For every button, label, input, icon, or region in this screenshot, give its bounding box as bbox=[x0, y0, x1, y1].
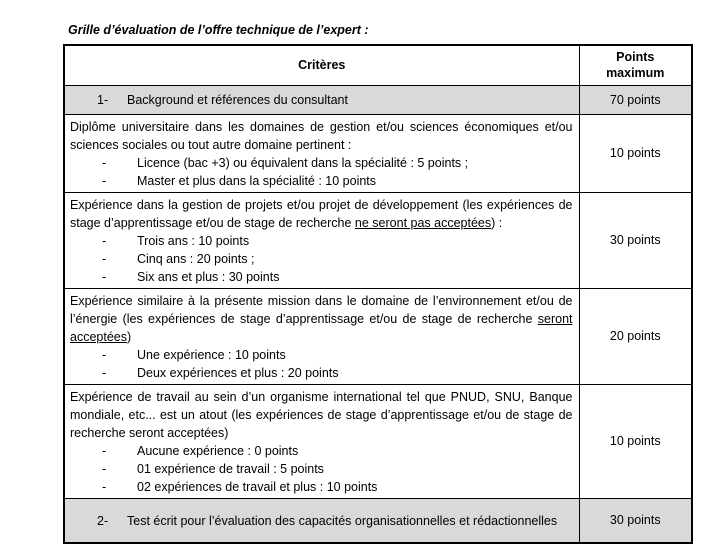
list-dash-marker: - bbox=[102, 461, 107, 476]
list-dash-marker: - bbox=[102, 269, 107, 284]
international-experience-description bbox=[70, 388, 573, 442]
international-experience-option-2 bbox=[70, 460, 573, 478]
criterion-1-number: 1- bbox=[97, 93, 109, 107]
international-experience-option-2-text: 01 expérience de travail : 5 points bbox=[137, 461, 324, 476]
project-experience-text-1: Expérience dans la gestion de projets et/ou projet de développement (les expériences de stage d’apprentissage et/ou de stage de recherche bbox=[70, 197, 573, 230]
project-experience-text-2: ) : bbox=[491, 215, 503, 230]
similar-experience-text-2: ) bbox=[126, 329, 132, 344]
project-experience-option-3-text: Six ans et plus : 30 points bbox=[137, 269, 280, 284]
diploma-option-1 bbox=[70, 154, 573, 172]
international-experience-text: Expérience de travail au sein d’un organisme international tel que PNUD, SNU, Banque mondiale, etc... est un atout (les expériences de stage d’apprentissage et/ou de stage de recherche seront acceptées) bbox=[70, 389, 573, 440]
diploma-option-2-text: Master et plus dans la spécialité : 10 points bbox=[137, 173, 377, 188]
project-experience-option-2 bbox=[70, 250, 573, 268]
table-header-row bbox=[64, 45, 692, 85]
list-dash-marker: - bbox=[102, 173, 107, 188]
project-experience-cell bbox=[64, 192, 579, 288]
points-header-line-1: Points bbox=[616, 50, 655, 65]
international-experience-option-3-text: 02 expériences de travail et plus : 10 points bbox=[137, 479, 378, 494]
criterion-1-cell bbox=[64, 85, 579, 114]
project-experience-option-2-text: Cinq ans : 20 points ; bbox=[137, 251, 255, 266]
table-row-criterion-1 bbox=[64, 85, 692, 114]
table-row-criterion-2 bbox=[64, 498, 692, 543]
diploma-option-1-text: Licence (bac +3) ou équivalent dans la spécialité : 5 points ; bbox=[137, 155, 469, 170]
list-dash-marker: - bbox=[102, 365, 107, 380]
similar-experience-points: 20 points bbox=[579, 288, 692, 384]
project-experience-option-1-text: Trois ans : 10 points bbox=[137, 233, 250, 248]
project-experience-option-1 bbox=[70, 232, 573, 250]
table-row-project-experience bbox=[64, 192, 692, 288]
similar-experience-text-1: Expérience similaire à la présente mission dans le domaine de l’environnement et/ou de l’énergie (les expériences de stage d’apprentissage et/ou de stage de recherche bbox=[70, 293, 573, 326]
similar-experience-underlined: seront acceptées bbox=[70, 311, 573, 344]
page-title: Grille d’évaluation de l’offre technique de l’expert : bbox=[68, 23, 369, 37]
criterion-1-points: 70 points bbox=[579, 85, 692, 114]
column-header-criteres: Critères bbox=[64, 45, 579, 85]
international-experience-points: 10 points bbox=[579, 384, 692, 498]
project-experience-description bbox=[70, 196, 573, 232]
similar-experience-option-1-text: Une expérience : 10 points bbox=[137, 347, 286, 362]
international-experience-option-1 bbox=[70, 442, 573, 460]
table-row-similar-experience bbox=[64, 288, 692, 384]
criterion-1-label: Background et références du consultant bbox=[127, 93, 348, 107]
similar-experience-option-2 bbox=[70, 364, 573, 382]
criterion-2-points: 30 points bbox=[579, 498, 692, 543]
diploma-option-2 bbox=[70, 172, 573, 190]
list-dash-marker: - bbox=[102, 347, 107, 362]
list-dash-marker: - bbox=[102, 251, 107, 266]
similar-experience-option-2-text: Deux expériences et plus : 20 points bbox=[137, 365, 339, 380]
column-header-points-maximum bbox=[579, 45, 692, 85]
criterion-2-number: 2- bbox=[97, 513, 109, 528]
table-row-diploma bbox=[64, 114, 692, 192]
international-experience-cell bbox=[64, 384, 579, 498]
points-header-line-2: maximum bbox=[606, 66, 665, 81]
evaluation-grid-table bbox=[63, 44, 693, 544]
similar-experience-description bbox=[70, 292, 573, 346]
similar-experience-cell bbox=[64, 288, 579, 384]
diploma-points: 10 points bbox=[579, 114, 692, 192]
criterion-1-numbered-text bbox=[70, 91, 573, 109]
project-experience-points: 30 points bbox=[579, 192, 692, 288]
project-experience-option-3 bbox=[70, 268, 573, 286]
table-row-international-experience bbox=[64, 384, 692, 498]
project-experience-underlined: ne seront pas acceptées bbox=[354, 215, 492, 230]
list-dash-marker: - bbox=[102, 479, 107, 494]
list-dash-marker: - bbox=[102, 233, 107, 248]
criterion-2-numbered-text bbox=[70, 512, 573, 530]
list-dash-marker: - bbox=[102, 155, 107, 170]
diploma-description-text: Diplôme universitaire dans les domaines de gestion et/ou sciences économiques et/ou sciences sociales ou tout autre domaine pertinent : bbox=[70, 119, 573, 152]
diploma-description bbox=[70, 118, 573, 154]
international-experience-option-1-text: Aucune expérience : 0 points bbox=[137, 443, 299, 458]
criterion-2-cell bbox=[64, 498, 579, 543]
list-dash-marker: - bbox=[102, 443, 107, 458]
diploma-criterion-cell bbox=[64, 114, 579, 192]
international-experience-option-3 bbox=[70, 478, 573, 496]
similar-experience-option-1 bbox=[70, 346, 573, 364]
criterion-2-label: Test écrit pour l’évaluation des capacités organisationnelles et rédactionnelles bbox=[127, 513, 558, 528]
